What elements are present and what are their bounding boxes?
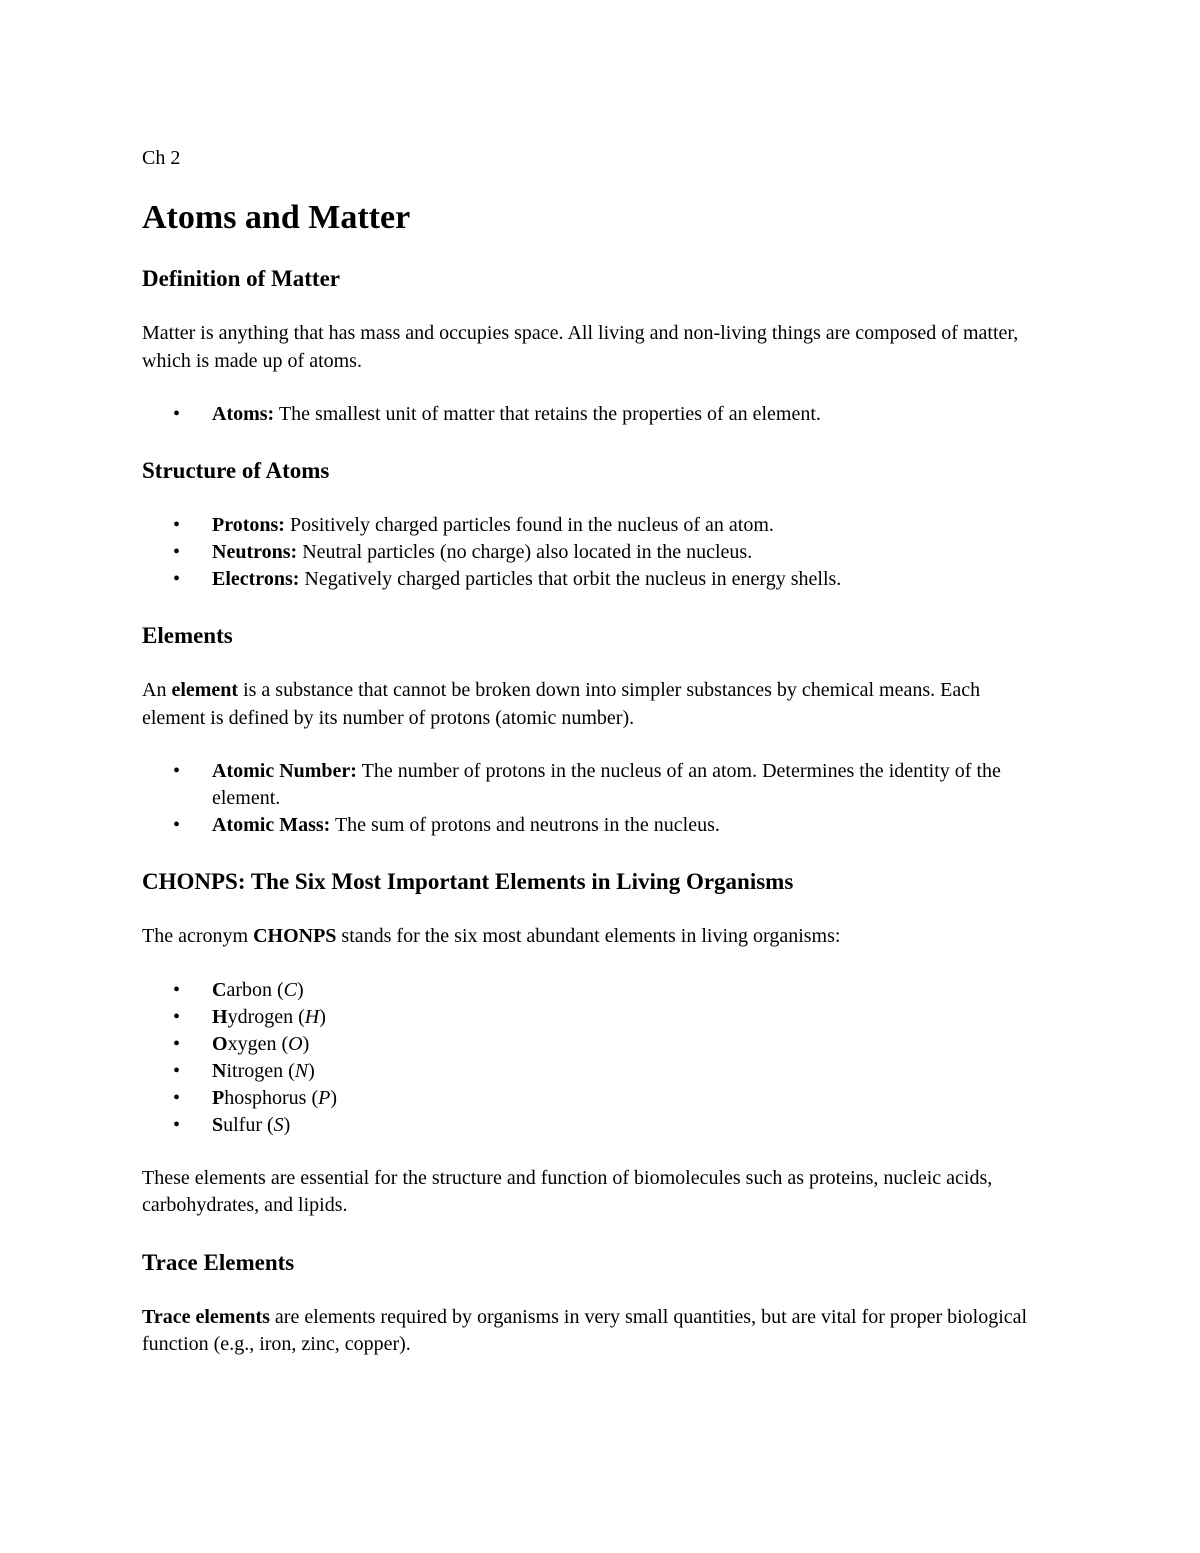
list-item [142, 401, 1042, 428]
list-item [142, 1085, 1042, 1112]
elements-paragraph [142, 677, 1042, 732]
text-run: itrogen ( [226, 1059, 295, 1082]
letter: O [212, 1032, 228, 1055]
list-item [142, 812, 1042, 839]
list-item [142, 977, 1042, 1004]
text-run: ulfur ( [223, 1113, 274, 1136]
term: Electrons: [212, 568, 300, 590]
structure-list [142, 512, 1042, 593]
letter: P [212, 1086, 225, 1109]
letter: C [212, 978, 227, 1001]
term-description: The number of protons in the nucleus of an atom. Determines the identity of the element. [212, 760, 1001, 809]
text-run: ) [319, 1005, 326, 1028]
chonps-list [142, 977, 1042, 1139]
chonps-paragraph [142, 923, 1042, 951]
document-page [142, 130, 1042, 1359]
text-run: hosphorus ( [224, 1086, 319, 1109]
element-symbol: N [294, 1059, 309, 1082]
elements-list [142, 758, 1042, 839]
text-run: stands for the six most abundant elements in living organisms: [336, 925, 841, 947]
trace-paragraph [142, 1304, 1042, 1359]
list-item [142, 1112, 1042, 1139]
text-run: is a substance that cannot be broken down into simpler substances by chemical means. Each element is defined by its number of protons (atomic number). [142, 679, 981, 729]
chonps-closing-paragraph: These elements are essential for the structure and function of biomolecules such as proteins, nucleic acids, carbohydrates, and lipids. [142, 1166, 993, 1216]
text-run: ) [308, 1059, 315, 1082]
element-symbol: P [318, 1086, 331, 1109]
text-run: ) [297, 978, 304, 1001]
term: element [171, 679, 239, 701]
heading-definition-of-matter: Definition of Matter [142, 266, 340, 291]
list-item [142, 512, 1042, 539]
element-symbol: O [288, 1032, 303, 1055]
element-symbol: H [304, 1005, 320, 1028]
term-description: The sum of protons and neutrons in the nucleus. [330, 814, 720, 836]
list-item [142, 539, 1042, 566]
text-run: are elements required by organisms in very small quantities, but are vital for proper biological function (e.g., iron, zinc, copper). [142, 1305, 1028, 1355]
definition-paragraph: Matter is anything that has mass and occupies space. All living and non-living things are composed of matter, which is made up of atoms. [142, 322, 1019, 372]
letter: S [212, 1113, 224, 1136]
list-item [142, 1058, 1042, 1085]
term: Atoms: [212, 403, 275, 425]
text-run: ) [330, 1086, 337, 1109]
letter: H [212, 1005, 228, 1028]
heading-trace-elements: Trace Elements [142, 1249, 295, 1275]
term: Atomic Mass: [212, 814, 331, 836]
chapter-label: Ch 2 [142, 147, 181, 169]
term: Protons: [212, 514, 285, 536]
list-item [142, 1031, 1042, 1058]
term: Atomic Number: [212, 760, 357, 782]
list-item [142, 758, 1042, 812]
term-description: Neutral particles (no charge) also located in the nucleus. [297, 541, 753, 563]
element-symbol: C [283, 978, 297, 1001]
term: Trace elements [142, 1305, 270, 1328]
text-run: xygen ( [227, 1032, 289, 1055]
text-run: An [142, 679, 172, 701]
page-title: Atoms and Matter [142, 199, 411, 236]
text-run: ) [283, 1113, 291, 1136]
letter: N [212, 1059, 227, 1082]
list-item [142, 566, 1042, 593]
term: CHONPS [253, 925, 337, 947]
heading-elements: Elements [142, 623, 233, 648]
definition-list [142, 401, 1042, 428]
heading-structure-of-atoms: Structure of Atoms [142, 458, 330, 483]
list-item [142, 1004, 1042, 1031]
term: Neutrons: [212, 541, 298, 563]
element-symbol: S [273, 1113, 284, 1136]
text-run: The acronym [142, 925, 254, 947]
text-run: ) [302, 1032, 310, 1055]
term-description: Negatively charged particles that orbit the nucleus in energy shells. [299, 568, 842, 590]
heading-chonps: CHONPS: The Six Most Important Elements in Living Organisms [142, 869, 794, 894]
text-run: arbon ( [226, 978, 284, 1001]
text-run: ydrogen ( [227, 1005, 305, 1028]
term-description: Positively charged particles found in the nucleus of an atom. [284, 514, 774, 536]
term-description: The smallest unit of matter that retains the properties of an element. [274, 403, 821, 425]
